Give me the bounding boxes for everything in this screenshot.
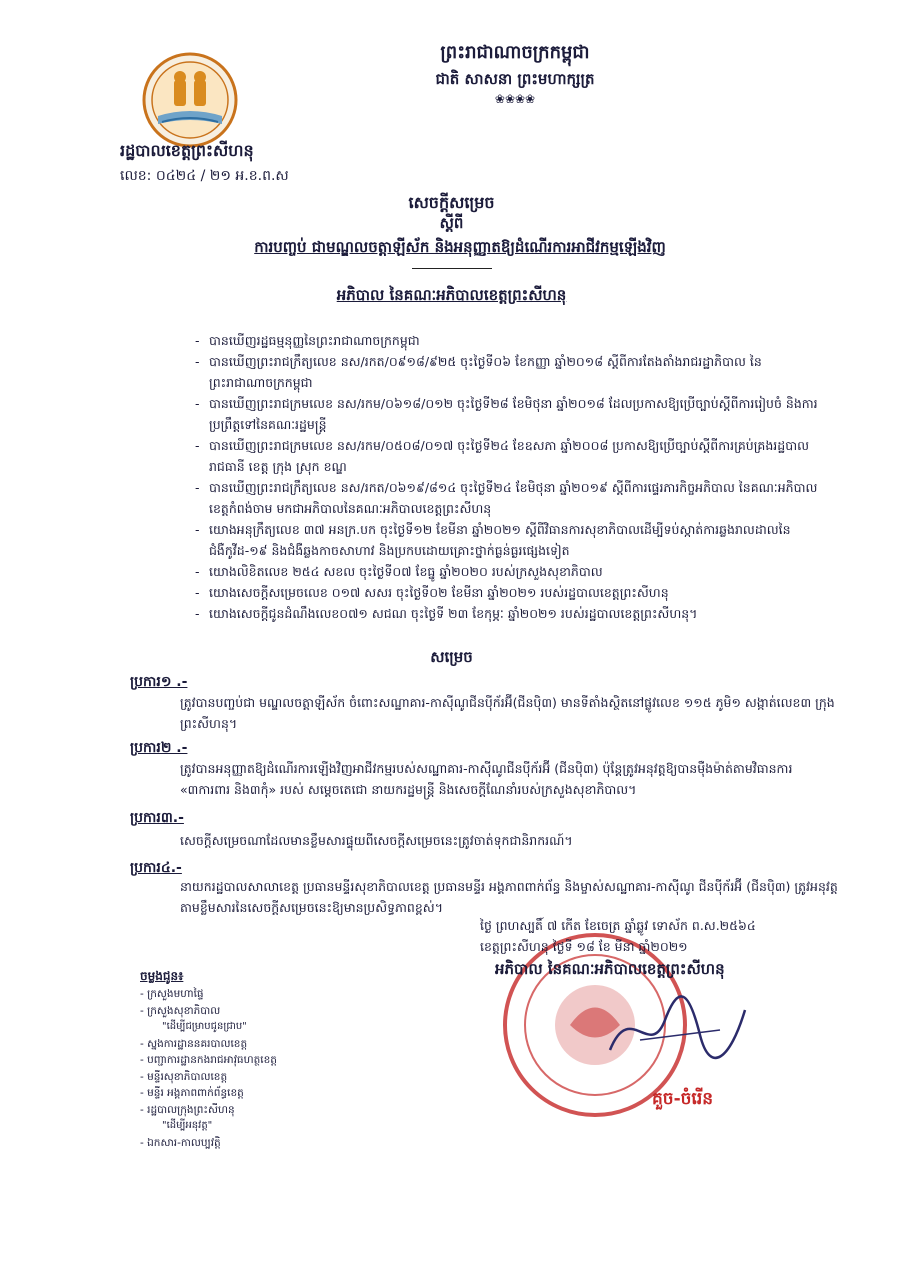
recipient-item: - រដ្ឋបាលក្រុងព្រះសីហនុ (140, 1102, 400, 1119)
recipients-list (140, 986, 400, 1151)
article-2-heading: ប្រការ២ .- (130, 740, 188, 756)
consideration-item: - យោងអនុក្រឹត្យលេខ ៣៧ អនក្រ.បក ចុះថ្ងៃទី១២ ខែមីនា ឆ្នាំ២០២១ ស្តីពីវិធានការសុខាភិបាលដើម្បីទប់ស្កាត់ការឆ្លងរាលដាលនៃជំងឺកូវីដ-១៩ និងជំងឺឆ្លងកាចសាហាវ និងប្រកបដោយគ្រោះថ្នាក់ធ្ងន់ធ្ងរផ្សេងទៀត (195, 519, 835, 561)
recipient-item: - ស្នងការដ្ឋាននគរបាលខេត្ត (140, 1036, 400, 1053)
title-divider (412, 268, 492, 269)
recipient-item: - ឯកសារ-កាលប្បវត្តិ (140, 1135, 400, 1152)
consideration-item: - យោងសេចក្តីជូនដំណឹងលេខ០៧១ សជណ ចុះថ្ងៃទី ២៣ ខែកុម្ភៈ ឆ្នាំ២០២១ របស់រដ្ឋបាលខេត្តព្រះសីហនុ។ (195, 603, 835, 624)
consideration-item: - បានឃើញព្រះរាជក្រមលេខ នស/រកម/០៦១៨/០១២ ចុះថ្ងៃទី២៨ ខែមិថុនា ឆ្នាំ២០១៨ ដែលប្រកាសឱ្យប្រើច្បាប់ស្តីពីការរៀបចំ និងការប្រព្រឹត្តទៅនៃគណៈរដ្ឋមន្ត្រី (195, 393, 835, 435)
consideration-item: - យោងលិខិតលេខ ២៥៤ សខល ចុះថ្ងៃទី០៧ ខែធ្នូ ឆ្នាំ២០២០ របស់ក្រសួងសុខាភិបាល (195, 561, 835, 582)
article-3-heading: ប្រការ៣.- (130, 810, 184, 826)
article-2-text: ត្រូវបានអនុញ្ញាតឱ្យដំណើរការឡើងវិញអាជីវកម្មរបស់សណ្ឋាគារ-កាស៊ីណូជីនប៉ីក័រអ៊ី (ជីនប៉ិ៣) ប៉ុន្តែត្រូវអនុវត្តឱ្យបានម៉ឺងម៉ាត់តាមវិធានការ «៣ការពារ និង៣កុំ» របស់ សម្តេចតេជោ នាយករដ្ឋមន្ត្រី និងសេចក្តីណែនាំរបស់ក្រសួងសុខាភិបាល។ (180, 761, 793, 797)
recipient-note: "ដើម្បីជម្រាបជូនជ្រាប" (162, 1021, 247, 1032)
lunar-date: ថ្ងៃ ព្រហស្បតិ៍ ៧ កើត ខែចេត្រ ឆ្នាំឆ្លូវ ទោស័ក ព.ស.២៥៦៤ (480, 918, 756, 933)
document-subject: ការបញ្ចប់ ជាមណ្ឌលចត្តាឡីស័ក និងអនុញ្ញាតឱ្យដំណើរការអាជីវកម្មឡើងវិញ (254, 238, 666, 256)
consideration-item: - បានឃើញព្រះរាជក្រមលេខ នស/រកម/០៥០៨/០១៧ ចុះថ្ងៃទី២៤ ខែឧសភា ឆ្នាំ២០០៨ ប្រកាសឱ្យប្រើច្បាប់ស្តីពីការគ្រប់គ្រងរដ្ឋបាលរាជធានី ខេត្ត ក្រុង ស្រុក ខណ្ឌ (195, 435, 835, 477)
recipient-item: - មន្ទីរសុខាភិបាលខេត្ត (140, 1069, 400, 1086)
document-type: សេចក្តីសម្រេច (408, 193, 495, 212)
document-about-label: ស្តីពី (439, 214, 464, 232)
recipient-item: - ក្រសួងសុខាភិបាល (140, 1003, 400, 1020)
solar-date: ខេត្តព្រះសីហនុ ថ្ងៃទី ១៨ ខែ មីនា ឆ្នាំ២០២១ (480, 939, 688, 954)
recipient-item: - បញ្ជាការដ្ឋានកងរាជអាវុធហត្ថខេត្ត (140, 1052, 400, 1069)
article-4-heading: ប្រការ៤.- (130, 860, 182, 876)
decision-heading: សម្រេច (430, 648, 473, 666)
article-4-text: នាយករដ្ឋបាលសាលាខេត្ត ប្រធានមន្ទីរសុខាភិបាលខេត្ត ប្រធានមន្ទីរ អង្គភាពពាក់ព័ន្ធ និងម្ចាស់សណ្ឋាគារ-កាស៊ីណូ ជីនប៉ីក័រអ៊ី (ជីនប៉ិ៣) ត្រូវអនុវត្តតាមខ្លឹមសារនៃសេចក្តីសម្រេចនេះឱ្យមានប្រសិទ្ធភាពខ្ពស់។ (180, 879, 838, 915)
article-1-text: ត្រូវបានបញ្ចប់ជា មណ្ឌលចត្តាឡីស័ក ចំពោះសណ្ឋាគារ-កាស៊ីណូជីនប៉ីក័រអ៊ី(ជីនប៉ិ៣) មានទីតាំងស្ថិតនៅផ្លូវលេខ ១១៥ ភូមិ១ សង្កាត់លេខ៣ ក្រុងព្រះសីហនុ។ (180, 695, 835, 731)
recipients-heading: ចម្លងជូន៖ (140, 969, 184, 983)
article-1-heading: ប្រការ១ .- (130, 674, 188, 690)
national-motto: ជាតិ សាសនា ព្រះមហាក្សត្រ (435, 70, 595, 88)
handwritten-signature (600, 990, 750, 1070)
issuing-authority: រដ្ឋបាលខេត្តព្រះសីហនុ (120, 141, 254, 160)
reference-number: លេខ: ០៤២៤ / ២១ អ.ខ.ព.ស (120, 168, 289, 184)
kingdom-heading: ព្រះរាជាណាចក្រកម្ពុជា (440, 42, 590, 63)
consideration-item: - យោងសេចក្តីសម្រេចលេខ ០១៧ សសរ ចុះថ្ងៃទី០២ ខែមីនា ឆ្នាំ២០២១ របស់រដ្ឋបាលខេត្តព្រះសីហនុ (195, 582, 835, 603)
consideration-item: - បានឃើញព្រះរាជក្រឹត្យលេខ នស/រកត/០៦១៩/៨១៤ ចុះថ្ងៃទី២៤ ខែមិថុនា ឆ្នាំ២០១៩ ស្តីពីការផ្ទេរភារកិច្ចអភិបាល នៃគណៈអភិបាលខេត្តកំពង់ចាម មកជាអភិបាលនៃគណៈអភិបាលខេត្តព្រះសីហនុ (195, 477, 835, 519)
signatory-title: អភិបាល នៃគណៈអភិបាលខេត្តព្រះសីហនុ (495, 960, 725, 978)
provincial-emblem-logo (140, 50, 240, 150)
recipient-item: - ក្រសួងមហាផ្ទៃ (140, 986, 400, 1003)
recipient-note: "ដើម្បីអនុវត្ត" (162, 1120, 213, 1131)
issuing-official-heading: អភិបាល នៃគណៈអភិបាលខេត្តព្រះសីហនុ (336, 286, 567, 304)
signatory-name: គួច-ចំរើន (652, 1089, 714, 1109)
date-block (480, 915, 860, 957)
consideration-item: - បានឃើញរដ្ឋធម្មនុញ្ញនៃព្រះរាជាណាចក្រកម្ពុជា (195, 330, 835, 351)
recipient-item: - មន្ទីរ អង្គភាពពាក់ព័ន្ធខេត្ត (140, 1085, 400, 1102)
consideration-item: - បានឃើញព្រះរាជក្រឹត្យលេខ នស/រកត/០៩១៨/៩២៥ ចុះថ្ងៃទី០៦ ខែកញ្ញា ឆ្នាំ២០១៨ ស្តីពីការតែងតាំងរាជរដ្ឋាភិបាល នៃព្រះរាជាណាចក្រកម្ពុជា (195, 351, 835, 393)
considerations-list (195, 330, 835, 624)
ornament-divider: ❀❀❀❀ (494, 92, 536, 106)
article-3-text: សេចក្តីសម្រេចណាដែលមានខ្លឹមសារផ្ទុយពីសេចក្តីសម្រេចនេះត្រូវចាត់ទុកជានិរាករណ៍។ (180, 833, 573, 848)
